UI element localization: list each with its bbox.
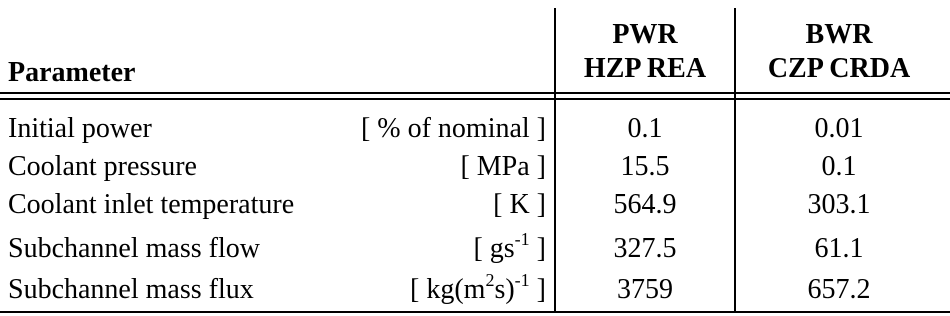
header-rule bbox=[0, 98, 950, 100]
parameter-column-header: Parameter bbox=[8, 57, 136, 88]
row-unit bbox=[493, 187, 546, 223]
pwr-value: 564.9 bbox=[613, 189, 677, 220]
bwr-value: 0.1 bbox=[821, 151, 857, 182]
pwr-header-line2: HZP REA bbox=[583, 53, 707, 84]
unit-text: [ % of nominal ] bbox=[360, 113, 546, 144]
bwr-header-line1: BWR bbox=[805, 19, 873, 50]
row-unit bbox=[460, 149, 546, 185]
table-row bbox=[0, 149, 950, 185]
unit-superscript: 2 bbox=[485, 269, 495, 290]
bwr-value: 61.1 bbox=[814, 233, 864, 264]
pwr-value: 15.5 bbox=[620, 151, 670, 182]
pwr-header-line1: PWR bbox=[612, 19, 678, 50]
pwr-value: 3759 bbox=[617, 274, 673, 305]
table-row bbox=[0, 187, 950, 223]
unit-text: s) bbox=[494, 274, 515, 305]
bwr-value: 0.01 bbox=[814, 113, 864, 144]
unit-text: ] bbox=[529, 233, 546, 264]
table-row bbox=[0, 228, 950, 267]
row-unit bbox=[410, 269, 546, 308]
unit-text: [ kg(m bbox=[410, 274, 486, 305]
unit-text: ] bbox=[529, 274, 546, 305]
row-parameter-name: Coolant inlet temperature bbox=[8, 189, 295, 220]
unit-text: [ MPa ] bbox=[460, 151, 546, 182]
row-unit bbox=[361, 111, 546, 147]
bottom-rule bbox=[0, 311, 950, 313]
pwr-value: 327.5 bbox=[613, 233, 677, 264]
bwr-column-header bbox=[736, 18, 942, 86]
unit-superscript: -1 bbox=[514, 269, 530, 290]
unit-text: [ gs bbox=[473, 233, 515, 264]
row-parameter-name: Coolant pressure bbox=[8, 151, 197, 182]
row-parameter-name: Initial power bbox=[8, 113, 152, 144]
row-parameter-name: Subchannel mass flow bbox=[8, 233, 260, 264]
table-header bbox=[0, 0, 950, 92]
table-row bbox=[0, 111, 950, 147]
bwr-value: 303.1 bbox=[807, 189, 871, 220]
row-parameter-name: Subchannel mass flux bbox=[8, 274, 254, 305]
row-unit bbox=[473, 228, 546, 267]
bwr-value: 657.2 bbox=[807, 274, 871, 305]
pwr-column-header bbox=[556, 18, 734, 86]
pwr-value: 0.1 bbox=[627, 113, 663, 144]
unit-text: [ K ] bbox=[493, 189, 546, 220]
unit-superscript: -1 bbox=[514, 228, 530, 249]
table-row bbox=[0, 269, 950, 308]
bwr-header-line2: CZP CRDA bbox=[767, 53, 911, 84]
header-rule bbox=[0, 92, 950, 94]
